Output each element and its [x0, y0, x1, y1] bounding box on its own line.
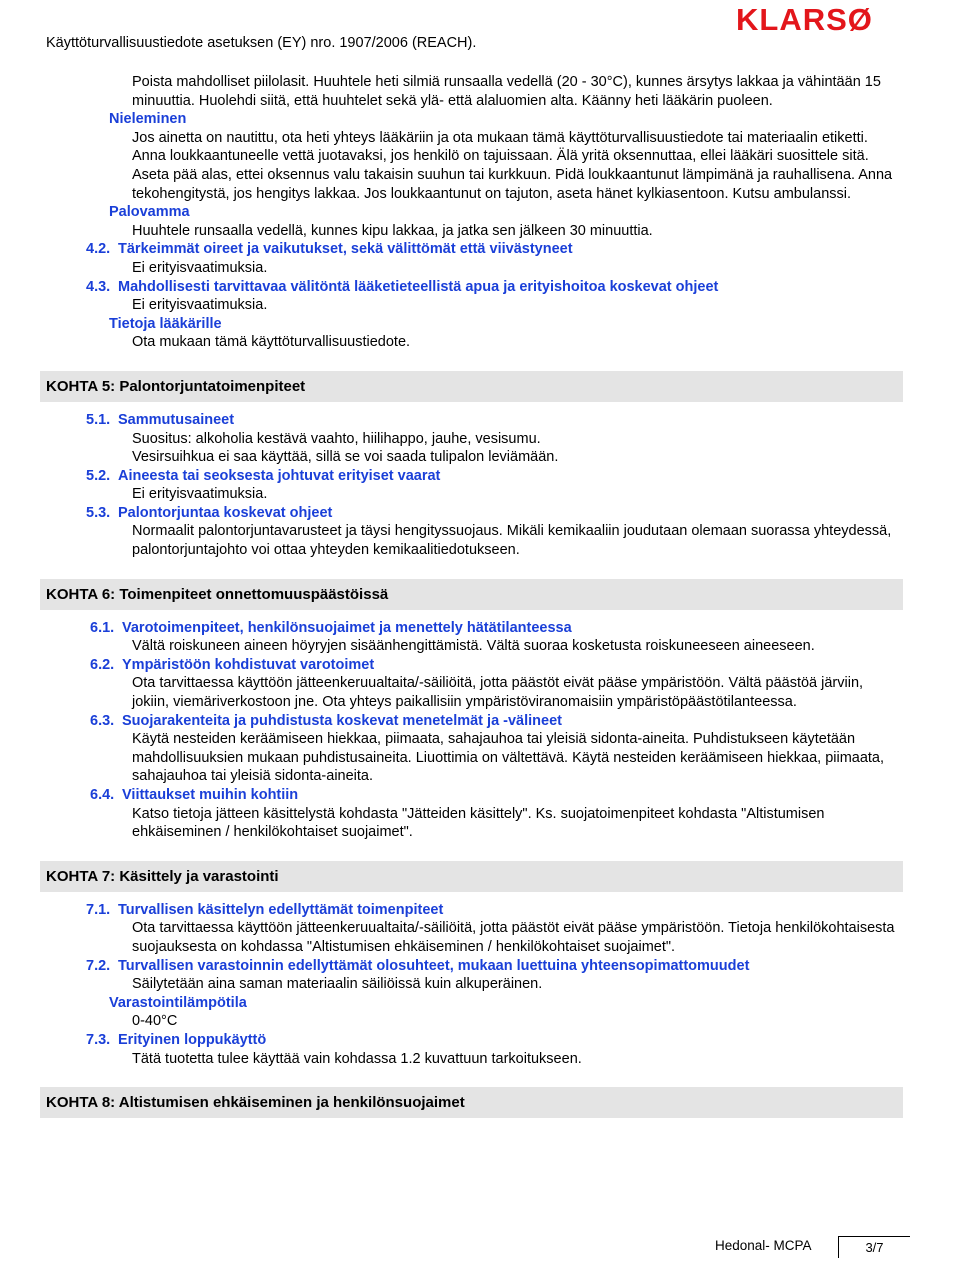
- section-number: 6.3.: [90, 712, 115, 729]
- section-number: 6.4.: [90, 787, 115, 803]
- section-7-1-heading: [86, 901, 960, 920]
- section-number: 6.2.: [90, 656, 115, 673]
- section-7-1-text: Ota tarvittaessa käyttöön jätteenkeruualtaita/-säiliöitä, jotta päästöt eivät pääse ympäristöön. Tietoja henkilökohtaisesta suojauksesta on kohdassa "Altistumisen ehkäiseminen / henkilökohtaiset suojaimet".: [132, 920, 895, 955]
- company-logo: KLARSØ: [736, 2, 873, 37]
- section-4-3-text: Ei erityisvaatimuksia.: [132, 297, 268, 314]
- document-header-title: Käyttöturvallisuustiedote asetuksen (EY) nro. 1907/2006 (REACH).: [46, 35, 477, 51]
- section-title: Turvallisen käsittelyn edellyttämät toimenpiteet: [118, 901, 444, 918]
- section-title: Aineesta tai seoksesta johtuvat erityiset vaarat: [118, 467, 441, 484]
- section-5-1-heading: [86, 411, 960, 430]
- section-title: Ympäristöön kohdistuvat varotoimet: [122, 656, 375, 673]
- storage-temperature-text: 0-40°C: [132, 1013, 178, 1030]
- section-6-3-text: Käytä nesteiden keräämiseen hiekkaa, piimaata, sahajauhoa tai yleisiä sidonta-aineita. Puhdistukseen käytetään mahdollisuuksien mukaan puhdistusaineita. Liuottimia on vältettävä. Käytä nesteiden keräämiseen hiekkaa, piimaata, sahajauhoa tai yleisiä sidonta-aineita.: [132, 731, 885, 785]
- section-5-2-heading: [86, 467, 960, 486]
- section-7-2-heading: [86, 957, 960, 976]
- section-6-4-heading: [90, 786, 960, 805]
- section-title: Sammutusaineet: [118, 411, 235, 428]
- section-title: Turvallisen varastoinnin edellyttämät olosuhteet, mukaan luettuina yhteensopimattomuudet: [118, 957, 750, 974]
- section-6-4-text: Katso tietoja jätteen käsittelystä kohdasta "Jätteiden käsittely". Ks. suojatoimenpiteet kohdasta "Altistumisen ehkäiseminen / henkilökohtaiset suojaimet".: [132, 805, 825, 841]
- storage-temperature-heading: Varastointilämpötila: [109, 994, 247, 1011]
- section-8-band: KOHTA 8: Altistumisen ehkäiseminen ja henkilönsuojaimet: [40, 1087, 903, 1118]
- footer-page-number: 3/7: [838, 1236, 910, 1258]
- burn-text: Huuhtele runsaalla vedellä, kunnes kipu lakkaa, ja jatka sen jälkeen 30 minuuttia.: [132, 222, 653, 239]
- section-5-1-text-1: Suositus: alkoholia kestävä vaahto, hiilihappo, jauhe, vesisumu.: [132, 430, 541, 447]
- section-7-3-heading: [86, 1031, 960, 1050]
- section-number: 7.1.: [86, 901, 111, 918]
- section-number: 7.3.: [86, 1031, 111, 1048]
- section-title: Tärkeimmät oireet ja vaikutukset, sekä välittömät että viivästyneet: [118, 241, 573, 258]
- section-4-3-heading: [86, 278, 960, 297]
- section-number: 4.2.: [86, 241, 111, 258]
- section-number: 5.1.: [86, 411, 111, 428]
- footer-product-name: Hedonal- MCPA: [715, 1238, 812, 1253]
- section-title: Suojarakenteita ja puhdistusta koskevat menetelmät ja -välineet: [122, 712, 562, 729]
- section-number: 5.2.: [86, 467, 111, 484]
- section-6-band: KOHTA 6: Toimenpiteet onnettomuuspäästöissä: [40, 579, 903, 610]
- burn-heading: Palovamma: [109, 204, 190, 221]
- section-6-1-text: Vältä roiskuneen aineen höyryjen sisäänhengittämistä. Vältä suoraa kosketusta roiskuneeseen aineeseen.: [132, 638, 815, 655]
- section-title: Viittaukset muihin kohtiin: [122, 787, 299, 803]
- eye-contact-text: Poista mahdolliset piilolasit. Huuhtele heti silmiä runsaalla vedellä (20 - 30°C), kunnes ärsytys lakkaa ja vähintään 15 minuuttia. Huolehdi siitä, että huuhtelet sekä ylä- että alaluomien alta. Käänny heti lääkärin puoleen.: [132, 74, 881, 109]
- section-6-2-text: Ota tarvittaessa käyttöön jätteenkeruualtaita/-säiliöitä, jotta päästöt eivät pääse ympäristöön. Vältä päästöä järviin, jokiin, viemäriverkostoon jne. Ota yhteys paikallisiin ympäristöviranomaisiin ympäristöpäästötilanteessa.: [132, 675, 864, 711]
- section-title: Palontorjuntaa koskevat ohjeet: [118, 504, 333, 521]
- doctor-info-text: Ota mukaan tämä käyttöturvallisuustiedote.: [132, 334, 411, 351]
- section-7-band: KOHTA 7: Käsittely ja varastointi: [40, 861, 903, 892]
- doctor-info-heading: Tietoja lääkärille: [109, 315, 222, 332]
- section-6-1-heading: [90, 619, 960, 638]
- section-4-2-text: Ei erityisvaatimuksia.: [132, 259, 268, 276]
- section-number: 5.3.: [86, 504, 111, 521]
- ingestion-heading: Nieleminen: [109, 111, 187, 128]
- section-7-3-text: Tätä tuotetta tulee käyttää vain kohdassa 1.2 kuvattuun tarkoitukseen.: [132, 1050, 582, 1067]
- section-5-band: KOHTA 5: Palontorjuntatoimenpiteet: [40, 371, 903, 402]
- section-title: Varotoimenpiteet, henkilönsuojaimet ja menettely hätätilanteessa: [122, 619, 572, 636]
- section-5-3-heading: [86, 504, 960, 523]
- document-body: [0, 73, 960, 1118]
- ingestion-text: Jos ainetta on nautittu, ota heti yhteys lääkäriin ja ota mukaan tämä käyttöturvallisuustiedote tai materiaalin etiketti. Anna loukkaantuneelle vettä juotavaksi, jos henkilö on tajuissaan. Älä yritä oksennuttaa, ellei lääkäri suosittele sitä. Aseta pää alas, ettei oksennus valu takaisin suuhun tai kurkkuun. Pidä loukkaantunut lämpimänä ja rauhallisena. Anna tekohengitystä, jos hengitys lakkaa. Jos loukkaantunut on tajuton, aseta hänet kylkiasentoon. Kutsu ambulanssi.: [132, 129, 893, 202]
- section-number: 4.3.: [86, 278, 111, 295]
- section-4-2-heading: [86, 240, 960, 259]
- section-number: 6.1.: [90, 619, 115, 636]
- section-5-3-text: Normaalit palontorjuntavarusteet ja täysi hengityssuojaus. Mikäli kemikaaliin joudutaan olemaan suorassa yhteydessä, palontorjuntajohto voi ottaa yhteyden kemikaalitiedotukseen.: [132, 523, 892, 559]
- section-5-1-text-2: Vesirsuihkua ei saa käyttää, sillä se voi saada tulipalon leviämään.: [132, 449, 559, 466]
- section-number: 7.2.: [86, 957, 111, 974]
- section-6-2-heading: [90, 656, 960, 675]
- section-5-2-text: Ei erityisvaatimuksia.: [132, 486, 268, 503]
- section-title: Erityinen loppukäyttö: [118, 1031, 267, 1048]
- section-7-2-text: Säilytetään aina saman materiaalin säiliöissä kuin alkuperäinen.: [132, 976, 543, 993]
- section-title: Mahdollisesti tarvittavaa välitöntä lääketieteellistä apua ja erityishoitoa koskevat ohjeet: [118, 278, 719, 295]
- section-6-3-heading: [90, 712, 960, 731]
